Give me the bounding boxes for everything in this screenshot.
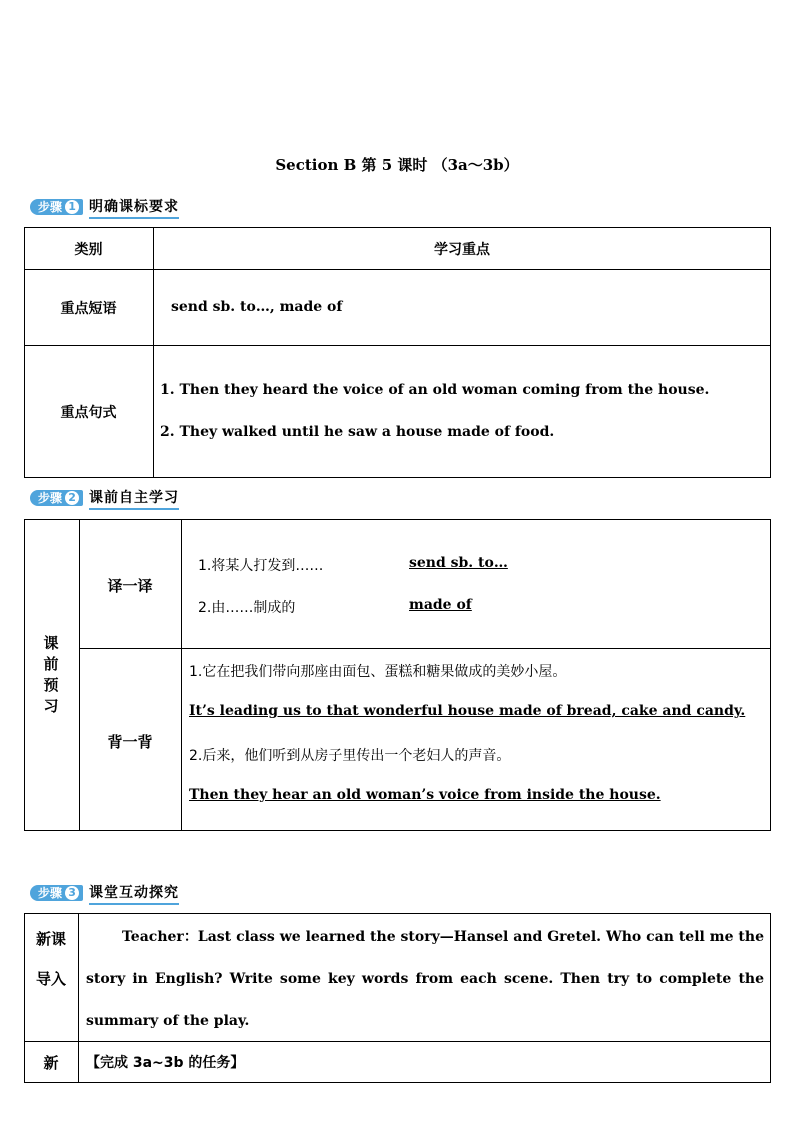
- focus-table-rule-1: [24, 269, 771, 270]
- recite-line-3: 2.后来，他们听到从房子里传出一个老妇人的声音。: [189, 748, 511, 764]
- step-3-label: 课堂互动探究: [89, 882, 179, 905]
- step-1-label: 明确课标要求: [89, 196, 179, 219]
- step-2-badge: [30, 490, 83, 506]
- new-lesson-label: 新: [43, 1054, 59, 1072]
- focus-table-divider: [153, 227, 154, 478]
- step-2-heading: [30, 488, 179, 508]
- intro-label-line-1: 新课: [35, 930, 66, 948]
- header-focus: 学习重点: [434, 242, 490, 258]
- step-3-badge-text: 步骤: [38, 886, 63, 900]
- step-3-heading: [30, 883, 179, 903]
- step-1-number: 1: [65, 200, 79, 214]
- new-lesson-task: 【完成 3a~3b 的任务】: [86, 1055, 245, 1071]
- translate-label: 译一译: [107, 577, 153, 595]
- recite-line-4: Then they hear an old woman’s voice from inside the house.: [189, 787, 661, 803]
- preview-table-rule: [79, 648, 771, 649]
- preview-side-label: [37, 633, 65, 717]
- intro-text: Teacher：Last class we learned the story—Hansel and Gretel. Who can tell me the story in English? Write some key words from each scene. Then try to complete the summary of the play.: [86, 929, 764, 1029]
- translate-prompt-1: 1.将某人打发到……: [198, 558, 324, 574]
- preview-table-divider-2: [181, 519, 182, 831]
- header-category: 类别: [74, 242, 103, 258]
- step-1-badge: [30, 199, 83, 215]
- step-2-number: 2: [65, 491, 79, 505]
- focus-table: [24, 227, 771, 478]
- recite-line-1: 1.它在把我们带向那座由面包、蛋糕和糖果做成的美妙小屋。: [189, 664, 567, 680]
- step-2-badge-text: 步骤: [38, 491, 63, 505]
- step-1-heading: [30, 197, 179, 217]
- row-sentences-line-1: 1. Then they heard the voice of an old woman coming from the house.: [160, 382, 710, 398]
- page-title: Section B 第 5 课时 （3a～3b）: [275, 156, 519, 174]
- classroom-table-divider: [78, 913, 79, 1083]
- step-2-label: 课前自主学习: [89, 487, 179, 510]
- row-phrases-content: send sb. to…, made of: [171, 299, 343, 315]
- translate-answer-2: made of: [409, 597, 472, 613]
- step-3-badge: [30, 885, 83, 901]
- preview-side-text: 课前预习: [43, 634, 59, 715]
- row-sentences-label: 重点句式: [60, 405, 117, 421]
- translate-prompt-2: 2.由……制成的: [198, 600, 296, 616]
- recite-line-2: It’s leading us to that wonderful house made of bread, cake and candy.: [189, 703, 746, 719]
- step-1-badge-text: 步骤: [38, 200, 63, 214]
- intro-label-line-2: 导入: [35, 970, 66, 988]
- focus-table-rule-2: [24, 345, 771, 346]
- translate-answer-1: send sb. to…: [409, 555, 508, 571]
- preview-table-divider-1: [79, 519, 80, 831]
- recite-label: 背一背: [107, 733, 153, 751]
- row-sentences-line-2: 2. They walked until he saw a house made of food.: [160, 424, 555, 440]
- row-phrases-label: 重点短语: [60, 301, 117, 317]
- step-3-number: 3: [65, 886, 79, 900]
